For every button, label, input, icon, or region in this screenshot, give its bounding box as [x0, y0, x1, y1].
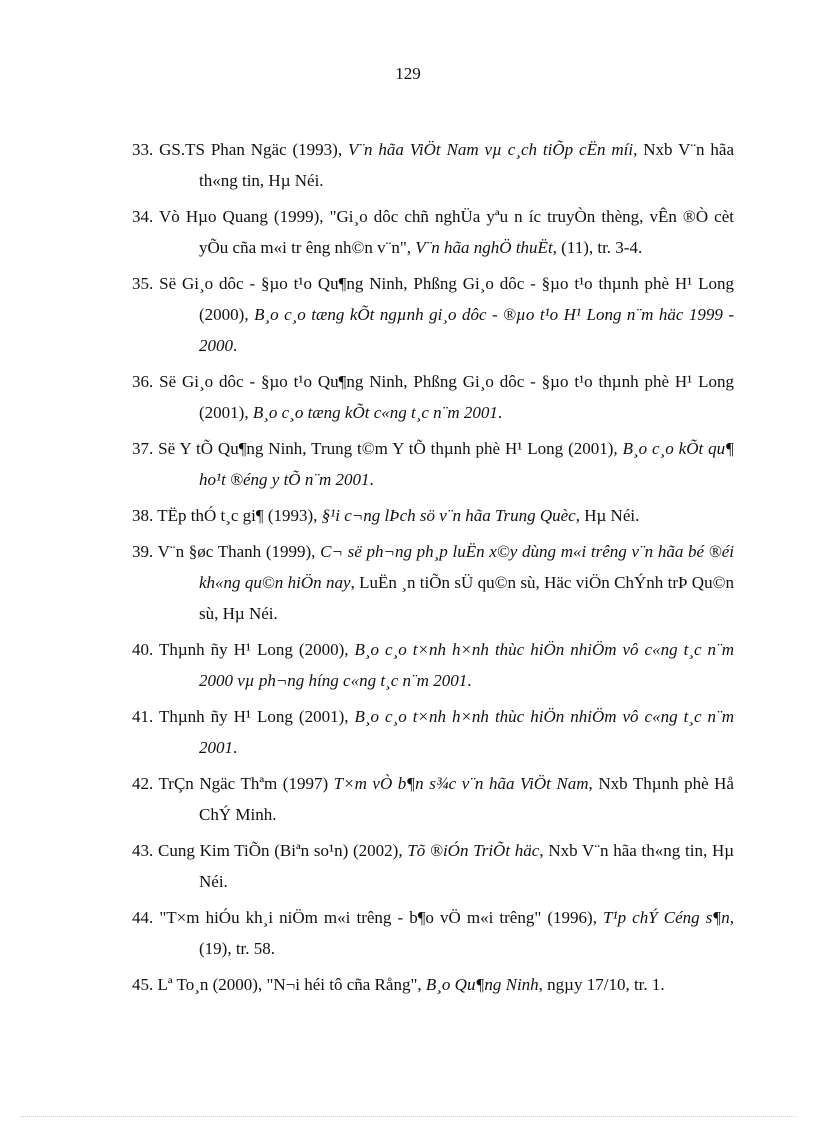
reference-text: V¨n §øc Thanh (1999),: [157, 542, 321, 561]
reference-text: , ngµy 17/10, tr. 1.: [538, 975, 665, 994]
reference-title: Tõ ®iÓn TriÕt häc: [407, 841, 540, 860]
reference-text: .: [467, 671, 472, 690]
reference-text: TËp thÓ t¸c gi¶ (1993),: [157, 506, 322, 525]
reference-number: 42.: [132, 774, 154, 793]
reference-text: , Nxb V¨n hãa th«ng tin, Hµ Néi.: [199, 140, 734, 190]
reference-number: 34.: [132, 207, 154, 226]
reference-text: , (11), tr. 3-4.: [552, 238, 643, 257]
reference-item: [132, 768, 734, 830]
reference-text: Thµnh ñy H¹ Long (2000),: [158, 640, 355, 659]
reference-item: [132, 500, 734, 531]
reference-number: 40.: [132, 640, 154, 659]
reference-item: [132, 835, 734, 897]
reference-text: GS.TS Phan Ngäc (1993),: [159, 140, 348, 159]
reference-text: , Nxb V¨n hãa th«ng tin, Hµ Néi.: [199, 841, 735, 891]
reference-number: 43.: [132, 841, 154, 860]
reference-number: 44.: [132, 908, 154, 927]
page-number: 129: [395, 64, 421, 83]
reference-title: B¸o c¸o t×nh h×nh thùc hiÖn nhiÖm vô c«ng t¸c n¨m 2000 vµ ph¬ng híng c«ng t¸c n¨m 2001: [199, 640, 734, 690]
reference-text: "T×m hiÓu kh¸i niÖm m«i trêng - b¶o vÖ m«i trêng" (1996),: [159, 908, 604, 927]
reference-title: V¨n hãa ViÖt Nam vµ c¸ch tiÕp cËn míi: [347, 140, 634, 159]
reference-item: [132, 902, 734, 964]
reference-text: Cung Kim TiÕn (Biªn so¹n) (2002),: [158, 841, 408, 860]
reference-number: 36.: [132, 372, 154, 391]
reference-item: [132, 701, 734, 763]
reference-text: Së Gi¸o dôc - §µo t¹o Qu¶ng Ninh, Phßng Gi¸o dôc - §µo t¹o thµnh phè H¹ Long (2000),: [159, 274, 735, 324]
footer-divider: [20, 1116, 796, 1117]
reference-title: T¹p chÝ Céng s¶n: [603, 908, 730, 927]
reference-number: 41.: [132, 707, 154, 726]
reference-text: Së Gi¸o dôc - §µo t¹o Qu¶ng Ninh, Phßng Gi¸o dôc - §µo t¹o thµnh phè H¹ Long (2001),: [159, 372, 735, 422]
reference-text: .: [497, 403, 503, 422]
reference-text: .: [369, 470, 374, 489]
reference-item: [132, 969, 734, 1000]
reference-title: C¬ së ph¬ng ph¸p luËn x©y dùng m«i trêng v¨n hãa bé ®éi kh«ng qu©n hiÖn nay: [199, 542, 734, 592]
reference-list: [132, 134, 734, 1005]
reference-text: , (19), tr. 58.: [199, 908, 734, 958]
reference-text: TrÇn Ngäc Thªm (1997): [158, 774, 334, 793]
reference-title: B¸o c¸o tæng kÕt c«ng t¸c n¨m 2001: [252, 403, 498, 422]
reference-title: B¸o c¸o t×nh h×nh thùc hiÖn nhiÖm vô c«ng t¸c n¨m 2001: [199, 707, 734, 757]
reference-text: , Hµ Néi.: [575, 506, 640, 525]
reference-item: [132, 536, 734, 629]
reference-number: 37.: [132, 439, 154, 458]
reference-title: B¸o Qu¶ng Ninh: [425, 975, 539, 994]
reference-number: 33.: [132, 140, 154, 159]
reference-text: Thµnh ñy H¹ Long (2001),: [158, 707, 355, 726]
reference-number: 38.: [132, 506, 154, 525]
reference-text: .: [233, 738, 238, 757]
reference-title: V¨n hãa nghÖ thuËt: [415, 238, 553, 257]
reference-text: .: [233, 336, 238, 355]
reference-text: Së Y tÕ Qu¶ng Ninh, Trung t©m Y tÕ thµnh phè H¹ Long (2001),: [158, 439, 623, 458]
reference-text: Vò Hµo Quang (1999), "Gi¸o dôc chñ nghÜa yªu n íc truyÒn thèng, vÊn ®Ò cèt yÕu cña m«i tr êng nh©n v¨n",: [159, 207, 734, 257]
reference-text: Lª To¸n (2000), "N¬i héi tô cña Rång",: [157, 975, 426, 994]
reference-number: 35.: [132, 274, 154, 293]
reference-item: [132, 433, 734, 495]
reference-number: 39.: [132, 542, 154, 561]
reference-title: B¸o c¸o tæng kÕt ngµnh gi¸o dôc - ®µo t¹o H¹ Long n¨m häc 1999 - 2000: [199, 305, 735, 355]
reference-title: §¹i c¬ng lÞch sö v¨n hãa Trung Quèc: [321, 506, 576, 525]
reference-number: 45.: [132, 975, 154, 994]
reference-text: , Nxb Thµnh phè Hå ChÝ Minh.: [199, 774, 734, 824]
reference-title: T×m vÒ b¶n s¾c v¨n hãa ViÖt Nam: [333, 774, 589, 793]
reference-item: [132, 366, 734, 428]
reference-text: , LuËn ¸n tiÕn sÜ qu©n sù, Häc viÖn ChÝnh trÞ Qu©n sù, Hµ Néi.: [199, 573, 734, 623]
reference-title: B¸o c¸o kÕt qu¶ ho¹t ®éng y tÕ n¨m 2001: [199, 439, 734, 489]
reference-item: [132, 201, 734, 263]
reference-item: [132, 268, 734, 361]
reference-item: [132, 134, 734, 196]
reference-item: [132, 634, 734, 696]
